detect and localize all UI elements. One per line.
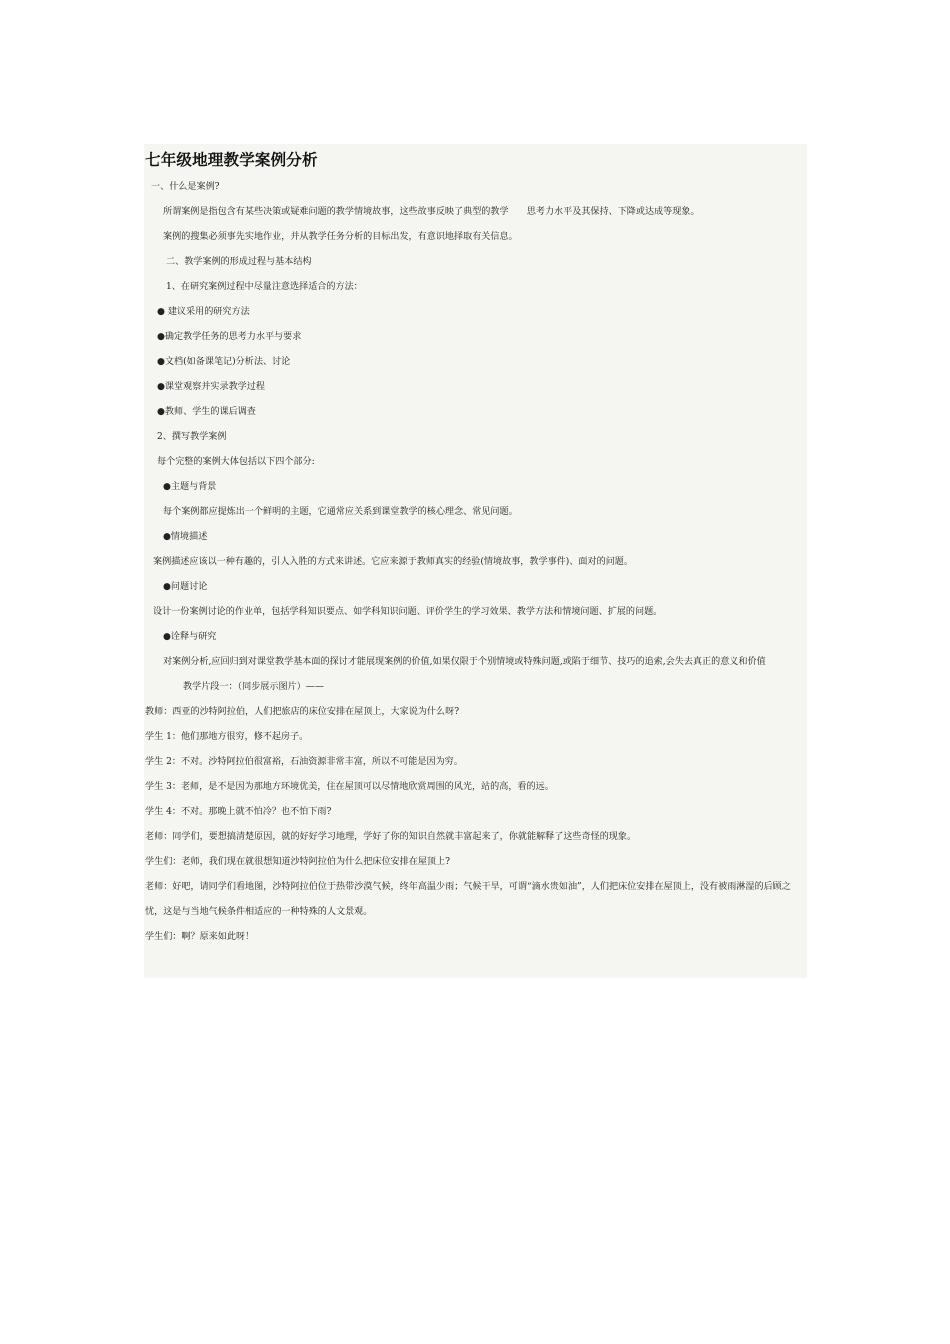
dialogue-line: 老师：好吧，请同学们看地图，沙特阿拉伯位于热带沙漠气候，终年高温少雨；气候干旱，可谓“滴水贵如油”，人们把床位安排在屋顶上，没有被雨淋湿的后顾之 [145, 882, 791, 892]
section-heading-2: 二、教学案例的形成过程与基本结构 [166, 257, 312, 267]
dialogue-line: 学生 2：不对。沙特阿拉伯很富裕，石油资源非常丰富，所以不可能是因为穷。 [145, 757, 463, 767]
dialogue-line: 教师：西亚的沙特阿拉伯，人们把旅店的床位安排在屋顶上，大家说为什么呀? [145, 707, 460, 717]
section-heading-1: 一、什么是案例? [151, 182, 220, 192]
part-heading-discussion: ●问题讨论 [163, 582, 208, 592]
dialogue-line: 学生们：啊？原来如此呀！ [145, 932, 255, 942]
paragraph-collection: 案例的搜集必须事先实地作业，并从教学任务分析的目标出发，有意识地择取有关信息。 [163, 232, 518, 242]
list-item: ●文档(如备课笔记)分析法、讨论 [157, 357, 291, 367]
subheading-methods: 1、在研究案例过程中尽量注意选择适合的方法： [166, 282, 363, 292]
dialogue-line-continued: 忧，这是与当地气候条件相适应的一种特殊的人文景观。 [145, 907, 373, 917]
part-heading-theme: ●主题与背景 [163, 482, 217, 492]
paragraph-definition: 所谓案例是指包含有某些决策或疑难问题的教学情境故事，这些故事反映了典型的教学 思考力水平及其保持、下降或达成等现象。 [163, 207, 700, 217]
list-item: ●教师、学生的课后调查 [157, 407, 256, 417]
dialogue-line: 学生 4：不对。那晚上就不怕冷？也不怕下雨? [145, 807, 332, 817]
list-item: ●确定教学任务的思考力水平与要求 [157, 332, 302, 342]
paragraph-interpretation: 对案例分析,应回归到对课堂教学基本面的探讨才能展现案例的价值,如果仅限于个别情境或特殊问题,或陷于细节、技巧的追索,会失去真正的意义和价值 [163, 657, 766, 667]
dialogue-line: 学生 1：他们那地方很穷，修不起房子。 [145, 732, 309, 742]
part-heading-interpretation: ●诠释与研究 [163, 632, 217, 642]
document-title: 七年级地理教学案例分析 [145, 151, 318, 169]
part-heading-scenario: ●情境描述 [163, 532, 208, 542]
list-item: ●课堂观察并实录教学过程 [157, 382, 265, 392]
dialogue-line: 学生们：老师，我们现在就很想知道沙特阿拉伯为什么把床位安排在屋顶上? [145, 857, 450, 867]
paragraph-parts: 每个完整的案例大体包括以下四个部分: [157, 457, 315, 467]
list-item: ● 建议采用的研究方法 [157, 307, 250, 317]
paragraph-discussion: 设计一份案例讨论的作业单，包括学科知识要点、如学科知识问题、评价学生的学习效果、教学方法和情境问题、扩展的问题。 [153, 607, 663, 617]
paragraph-scenario: 案例描述应该以一种有趣的，引人入胜的方式来讲述。它应来源于教师真实的经验(情境故事，教学事件)、面对的问题。 [153, 557, 633, 567]
teaching-fragment-heading: 教学片段一：（同步展示图片）—— [183, 682, 324, 692]
dialogue-line: 老师：同学们，要想搞清楚原因，就的好好学习地理，学好了你的知识自然就丰富起来了，你就能解释了这些奇怪的现象。 [145, 832, 637, 842]
dialogue-line: 学生 3：老师，是不是因为那地方环境优美，住在屋顶可以尽情地欣赏周围的风光，站的高，看的远。 [145, 782, 554, 792]
paragraph-theme: 每个案例都应提炼出一个鲜明的主题，它通常应关系到课堂教学的核心理念、常见问题。 [163, 507, 518, 517]
subheading-writing: 2、撰写教学案例 [157, 432, 227, 442]
